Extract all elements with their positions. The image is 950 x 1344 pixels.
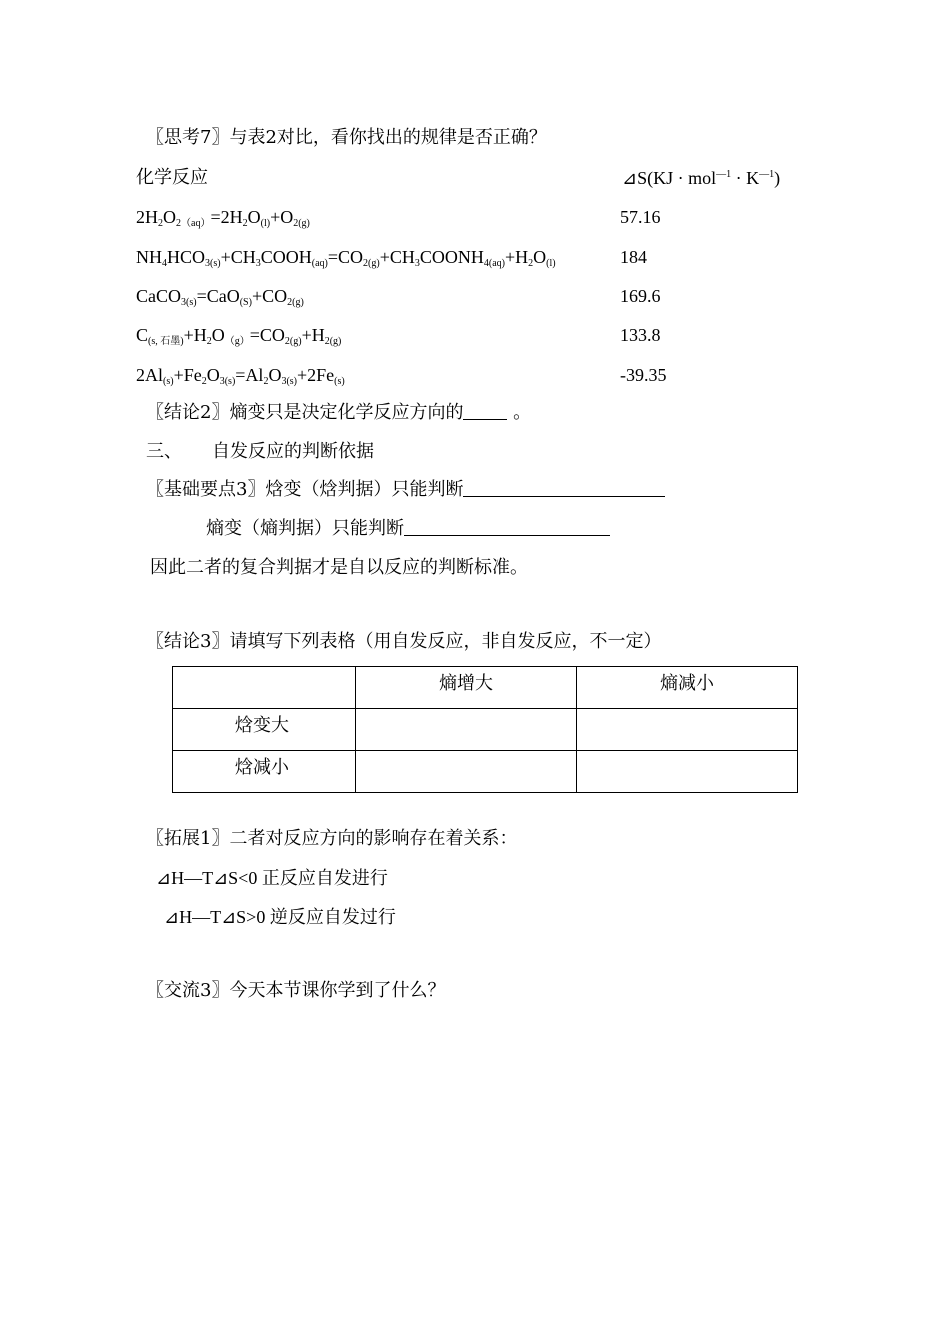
- spontaneity-table: [172, 666, 798, 793]
- reaction-entropy-1: 57.16: [620, 207, 661, 227]
- entropy-unit-prefix: ⊿S(KJ · mol: [622, 168, 717, 188]
- table-row-label-enthalpy-increase: 焓变大: [173, 709, 356, 751]
- rule-reverse: ⊿H—T⊿S>0 逆反应自发过行: [164, 907, 396, 927]
- entropy-unit-sup1: —1: [716, 169, 732, 180]
- point3-line2-text: 熵变（熵判据）只能判断: [206, 518, 404, 539]
- table-header-entropy-increase: 熵增大: [356, 667, 577, 709]
- rule-forward: ⊿H—T⊿S<0 正反应自发进行: [156, 868, 388, 888]
- table-row: [173, 709, 798, 751]
- point3-line2: [206, 517, 610, 541]
- entropy-unit-suffix: ): [774, 168, 781, 188]
- point3-blank1[interactable]: [463, 478, 665, 497]
- reaction-equation-5: $2Al_{(s)}+Fe_2O_{3(s)}=Al_2O_{3(s)}+2Fe_{(s)}$: [136, 365, 345, 387]
- table-corner-cell: [173, 667, 356, 709]
- expand1: 〖拓展1〗二者对反应方向的影响存在着关系：: [146, 828, 518, 849]
- reaction-entropy-5: -39.35: [620, 365, 667, 385]
- entropy-unit-mid: · K: [731, 168, 760, 188]
- reaction-entropy-2: 184: [620, 247, 647, 267]
- table-header-reaction: 化学反应: [136, 167, 208, 188]
- exchange3: 〖交流3〗今天本节课你学到了什么？: [146, 980, 446, 1001]
- conclusion3: 〖结论3〗请填写下列表格（用自发反应，非自发反应，不一定）: [146, 631, 662, 652]
- conclusion2-text: 〖结论2〗熵变只是决定化学反应方向的: [146, 402, 464, 423]
- table-cell[interactable]: [577, 709, 798, 751]
- table-header-entropy: [622, 166, 780, 190]
- table-row: [173, 667, 798, 709]
- conclusion2: [146, 401, 531, 425]
- conclusion2-blank[interactable]: [463, 401, 507, 420]
- reaction-entropy-3: 169.6: [620, 286, 661, 306]
- table-cell[interactable]: [577, 751, 798, 793]
- entropy-unit-sup2: —1: [759, 169, 775, 180]
- reaction-equation-4: $C_{(s, 石墨)}+H_2O_{(g)}=CO_{2(g)}+H_{2(g)}$: [136, 325, 342, 347]
- table-cell[interactable]: [356, 709, 577, 751]
- point3-line1-text: 〖基础要点3〗焓变（焓判据）只能判断: [146, 479, 464, 500]
- point3-line3: 因此二者的复合判据才是自以反应的判断标准。: [150, 557, 528, 578]
- point3-line1: [146, 478, 665, 502]
- reaction-equation-2: $NH_4HCO_{3(s)}+CH_3COOH_{(aq)}=CO_{2(g)}+CH_3COONH_{4(aq)}+H_2O_{(l)}$: [136, 247, 556, 269]
- table-row: [173, 751, 798, 793]
- section3-number: 三、: [146, 441, 182, 462]
- section3-title: 自发反应的判断依据: [212, 441, 374, 462]
- table-header-entropy-decrease: 熵减小: [577, 667, 798, 709]
- reaction-equation-1: $2H_2O_{2(aq)}=2H_2O_{(l)}+O_{2(g)}$: [136, 207, 310, 229]
- table-cell[interactable]: [356, 751, 577, 793]
- conclusion2-end: 。: [507, 402, 532, 423]
- think7-heading: 〖思考7〗与表2对比，看你找出的规律是否正确？: [146, 127, 547, 148]
- table-row-label-enthalpy-decrease: 焓减小: [173, 751, 356, 793]
- reaction-entropy-4: 133.8: [620, 325, 661, 345]
- reaction-equation-3: $CaCO_{3(s)}=CaO_{(S)}+CO_{2(g)}$: [136, 286, 304, 308]
- point3-blank2[interactable]: [404, 517, 610, 536]
